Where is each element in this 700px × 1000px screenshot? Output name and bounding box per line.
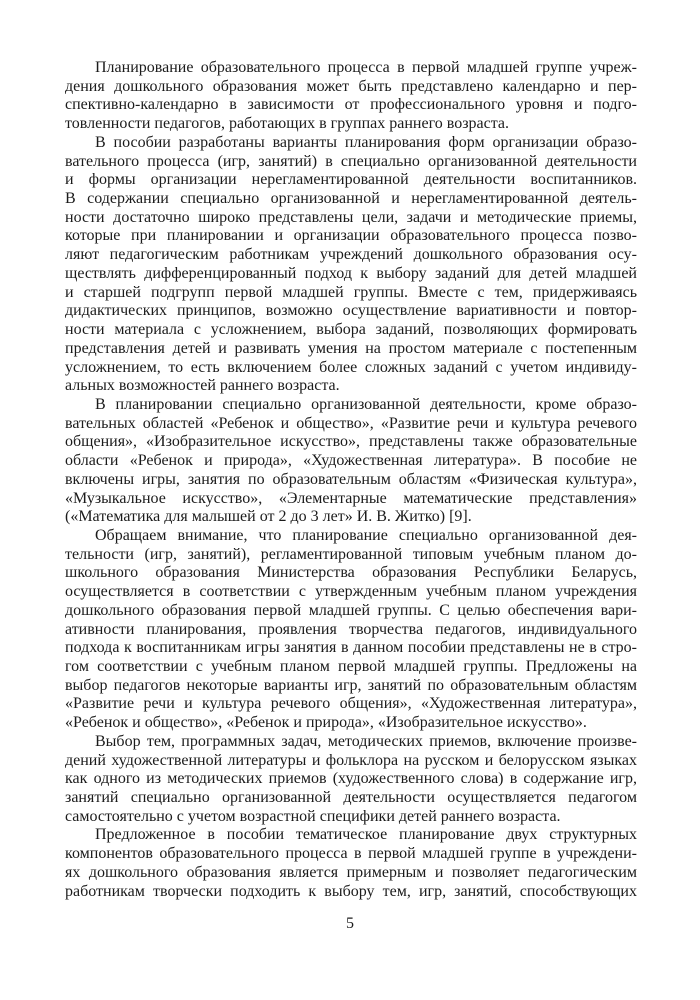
- paragraph: [65, 527, 637, 733]
- paragraph: [65, 396, 637, 527]
- text-line: усложнением, то есть включением более сложных заданий с учетом индивиду-: [65, 358, 637, 376]
- text-line: ях дошкольного образования является примерным и позволяет педагогическим: [65, 863, 637, 881]
- text-line: ативности планирования, проявления творчества педагогов, индивидуального: [65, 620, 637, 638]
- paragraph: [65, 733, 637, 827]
- text-line: В пособии разработаны варианты планирования форм организации образо-: [95, 133, 637, 151]
- text-line: дошкольного образования первой младшей группы. С целью обеспечения вари-: [65, 601, 637, 619]
- text-line: В планировании специально организованной деятельности, кроме образо-: [95, 395, 637, 413]
- text-line: школьного образования Министерства образования Республики Беларусь,: [65, 564, 637, 582]
- text-line: осуществляется в соответствии с утвержденным учебным планом учреждения: [65, 583, 637, 601]
- text-line: спективно-календарно в зависимости от профессионального уровня и подго-: [65, 96, 637, 114]
- text-line: Планирование образовательного процесса в первой младшей группе учреж-: [95, 59, 637, 76]
- text-line: альных возможностей раннего возраста.: [65, 377, 340, 395]
- text-line: дений художественной литературы и фольклора на русском и белорусском языках: [65, 751, 637, 769]
- text-line: дения дошкольного образования может быть представлено календарно и пер-: [65, 77, 637, 95]
- text-line: занятий специально организованной деятельности осуществляется педагогом: [65, 789, 637, 807]
- text-line: Выбор тем, программных задач, методических приемов, включение произве-: [95, 732, 637, 750]
- text-line: которые при планировании и организации образовательного процесса позво-: [65, 227, 637, 245]
- text-line: области «Ребенок и природа», «Художественная литература». В пособие не: [65, 452, 637, 470]
- text-line: Предложенное в пособии тематическое планирование двух структурных: [95, 826, 637, 844]
- text-line: общения», «Изобразительное искусство», представлены также образовательные: [65, 433, 637, 451]
- page-number: 5: [346, 915, 354, 932]
- paragraph: [65, 134, 637, 396]
- text-line: компонентов образовательного процесса в первой младшей группе в учреждени-: [65, 845, 637, 863]
- text-line: вательных областей «Ребенок и общество», «Развитие речи и культура речевого: [65, 414, 637, 432]
- paragraph: [65, 826, 637, 901]
- text-line: товленности педагогов, работающих в группах раннего возраста.: [65, 115, 510, 133]
- text-line: ности достаточно широко представлены цели, задачи и методические приемы,: [65, 208, 637, 226]
- text-line: включены игры, занятия по образовательным областям «Физическая культура»,: [65, 470, 637, 488]
- text-line: («Математика для малышей от 2 до 3 лет» И. В. Житко) [9].: [65, 508, 472, 526]
- text-line: ности материала с усложнением, выбора заданий, позволяющих формировать: [65, 321, 637, 339]
- text-line: представления детей и развивать умения на простом материале с постепенным: [65, 339, 637, 357]
- paragraph: [65, 59, 637, 134]
- text-line: ляют педагогическим работникам учреждений дошкольного образования осу-: [65, 246, 637, 264]
- text-line: дидактических принципов, возможно осуществление вариативности и повтор-: [65, 302, 637, 320]
- text-line: ществлять дифференцированный подход к выбору заданий для детей младшей: [65, 264, 637, 282]
- text-line: работникам творчески подходить к выбору тем, игр, занятий, способствующих: [65, 882, 637, 900]
- text-line: тельности (игр, занятий), регламентированной типовым учебным планом до-: [65, 545, 637, 563]
- text-line: Обращаем внимание, что планирование специально организованной дея-: [95, 526, 637, 544]
- text-line: как одного из методических приемов (художественного слова) в содержание игр,: [65, 770, 637, 788]
- text-line: гом соответствии с учебным планом первой младшей группы. Предложены на: [65, 658, 637, 675]
- text-line: «Развитие речи и культура речевого общения», «Художественная литература»,: [65, 695, 637, 713]
- text-line: вательного процесса (игр, занятий) в специально организованной деятельности: [65, 152, 637, 170]
- text-line: подхода к воспитанникам игры занятия в данном пособии представлены не в стро-: [65, 639, 637, 657]
- text-line: и формы организации нерегламентированной деятельности воспитанников.: [65, 171, 637, 189]
- text-line: В содержании специально организованной и нерегламентированной деятель-: [65, 190, 637, 208]
- text-line: «Музыкальное искусство», «Элементарные математические представления»: [65, 489, 637, 507]
- text-line: самостоятельно с учетом возрастной специфики детей раннего возраста.: [65, 807, 561, 825]
- page-text: [65, 59, 637, 901]
- text-line: «Ребенок и общество», «Ребенок и природа», «Изобразительное искусство».: [65, 714, 587, 732]
- text-line: выбор педагогов некоторые варианты игр, занятий по образовательным областям: [65, 676, 637, 694]
- text-line: и старшей подгрупп первой младшей группы. Вместе с тем, придерживаясь: [65, 283, 637, 301]
